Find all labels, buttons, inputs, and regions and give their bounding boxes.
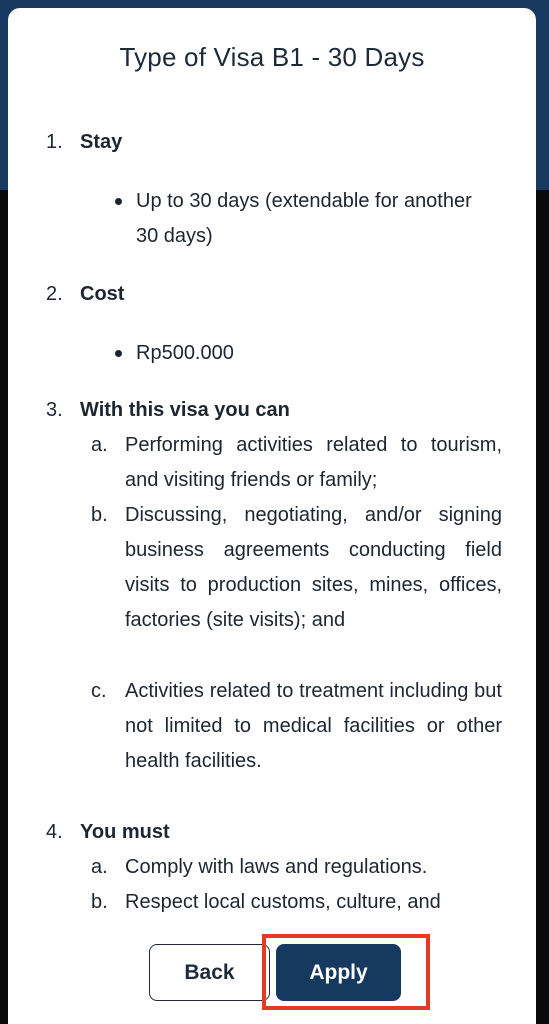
list-marker: b. xyxy=(91,504,108,526)
list-marker: a. xyxy=(91,434,108,456)
list-marker: c. xyxy=(91,680,107,702)
section-title: Stay xyxy=(80,131,123,153)
modal-footer xyxy=(8,926,536,1024)
apply-button[interactable]: Apply xyxy=(276,944,401,1001)
section-title: You must xyxy=(80,821,170,843)
list-item-text: Comply with laws and regulations. xyxy=(125,856,428,878)
list-item-text: Respect local customs, culture, and xyxy=(125,891,441,913)
section-number: 1. xyxy=(46,131,63,153)
list-marker: b. xyxy=(91,891,108,913)
visa-details-content[interactable] xyxy=(8,126,536,916)
list-item-text: Performing activities related to tourism, and visiting friends or family; xyxy=(125,434,502,491)
bullet-text: Rp500.000 xyxy=(136,342,234,364)
bullet-text: Up to 30 days (extendable for another 30 days) xyxy=(136,190,472,247)
list-item-text: Activities related to treatment including but not limited to medical facilities or other health facilities. xyxy=(125,680,502,772)
modal-title: Type of Visa B1 - 30 Days xyxy=(119,42,425,72)
visa-details-modal xyxy=(8,8,536,1024)
list-marker: a. xyxy=(91,856,108,878)
section-title: With this visa you can xyxy=(80,399,290,421)
bullet-icon xyxy=(115,350,122,357)
list-item-text: Discussing, negotiating, and/or signing business agreements conducting field visits to production sites, mines, offices, factories (site visits); and xyxy=(125,504,502,631)
section-number: 4. xyxy=(46,821,63,843)
section-title: Cost xyxy=(80,283,125,305)
section-number: 2. xyxy=(46,283,63,305)
section-number: 3. xyxy=(46,399,63,421)
back-button[interactable]: Back xyxy=(149,944,270,1001)
bullet-icon xyxy=(115,198,122,205)
